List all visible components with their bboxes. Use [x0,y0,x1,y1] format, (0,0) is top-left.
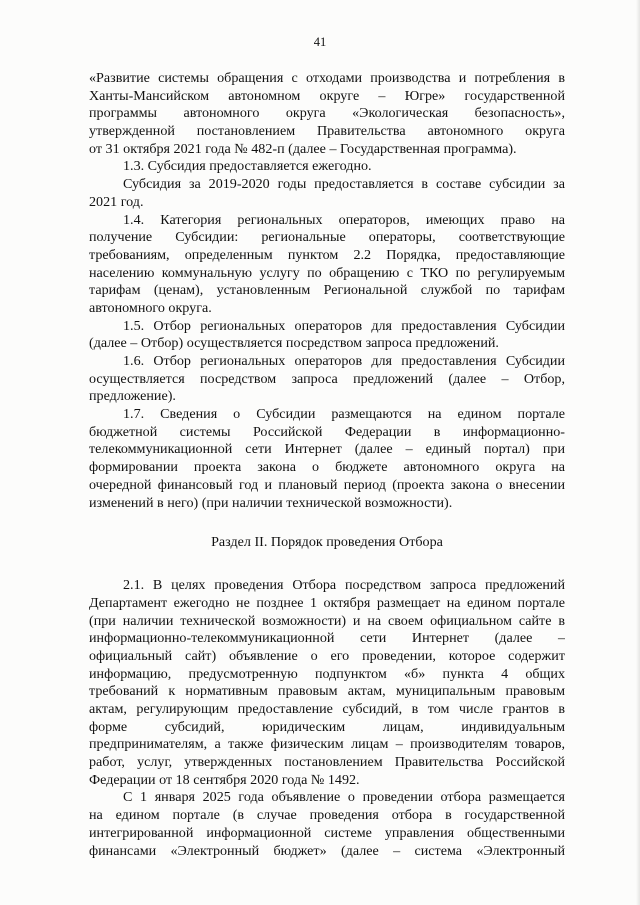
text-line: 1.7. Сведения о Субсидии размещаются на едином портале [123,406,565,423]
text-line: Департамент ежегодно не позднее 1 октября размещает на едином портале [89,594,565,611]
text-line: 1.3. Субсидия предоставляется ежегодно. [123,158,372,175]
text-line: программы автономного округа «Экологическая безопасность», [89,105,565,122]
text-line: изменений в него) (при наличии технической возможности). [89,494,453,511]
text-line: «Развитие системы обращения с отходами производства и потребления в [89,70,565,86]
text-line: очередной финансовый год и плановый период (проекта закона о внесении [89,476,565,493]
text-line: интегрированной информационной системе управления общественными [89,824,565,841]
text-line: С 1 января 2025 года объявление о проведении отбора размещается [123,789,565,806]
text-line: тарифам (ценам), установленным Региональной службой по тарифам [89,282,565,299]
text-line: Ханты-Мансийском автономном округе – Югре» государственной [89,87,565,104]
text-line: бюджетной системы Российской Федерации в информационно- [89,423,565,440]
section-heading: Раздел II. Порядок проведения Отбора [211,534,443,551]
text-line: телекоммуникационной сети Интернет (далее – единый портал) при [89,441,565,458]
text-line: требований к нормативным правовым актам, муниципальным правовым [89,683,565,700]
text-line: официальный сайт) объявление о его проведении, которое содержит [89,647,565,664]
text-block-top [89,70,565,512]
text-line: информационно-телекоммуникационной сети Интернет (далее – [89,630,565,647]
text-line: работ, услуг, утвержденных постановлением Правительства Российской [89,754,565,771]
text-line: 1.5. Отбор региональных операторов для предоставления Субсидии [123,317,565,334]
text-line: 2021 год. [89,193,144,210]
text-line: финансами «Электронный бюджет» (далее – система «Электронный [89,842,565,859]
scan-edge-shadow [636,0,640,905]
text-line: Субсидия за 2019-2020 годы предоставляется в составе субсидии за [123,176,565,193]
text-line: утвержденной постановлением Правительства автономного округа [89,123,565,140]
page-number: 41 [313,35,327,49]
text-line: Федерации от 18 сентября 2020 года № 1492. [89,771,360,788]
text-line: населению коммунальную услугу по обращению с ТКО по регулируемым [89,264,565,281]
text-line: актам, регулирующим предоставление субсидий, в том числе грантов в [89,701,565,717]
text-line: 1.4. Категория региональных операторов, имеющих право на [123,211,565,228]
text-line: получение Субсидии: региональные операторы, соответствующие [89,229,565,246]
text-line: формировании проекта закона о бюджете автономного округа на [89,459,565,476]
text-line: от 31 октября 2021 года № 482-п (далее – Государственная программа). [89,140,517,157]
text-line: на едином портале (в случае проведения отбора в государственной [89,807,565,824]
text-line: предпринимателям, а также физическим лицам – производителям товаров, [89,736,565,753]
text-line: автономного округа. [89,299,212,316]
text-line: форме субсидий, юридическим лицам, индивидуальным [89,718,565,735]
document-body [89,70,565,860]
text-line: (при наличии технической возможности) и на своем официальном сайте в [89,612,565,629]
text-line: осуществляется посредством запроса предложений (далее – Отбор, [89,370,565,387]
text-line: (далее – Отбор) осуществляется посредством запроса предложений. [89,335,499,352]
text-line: 2.1. В целях проведения Отбора посредством запроса предложений [123,577,565,594]
text-line: информацию, предусмотренную подпунктом «б» пункта 4 общих [89,665,565,682]
text-line: требованиям, определенным пунктом 2.2 Порядка, предоставляющие [89,246,565,263]
text-block-bottom [89,577,565,860]
text-line: предложение). [89,388,176,405]
text-line: 1.6. Отбор региональных операторов для предоставления Субсидии [123,353,565,369]
